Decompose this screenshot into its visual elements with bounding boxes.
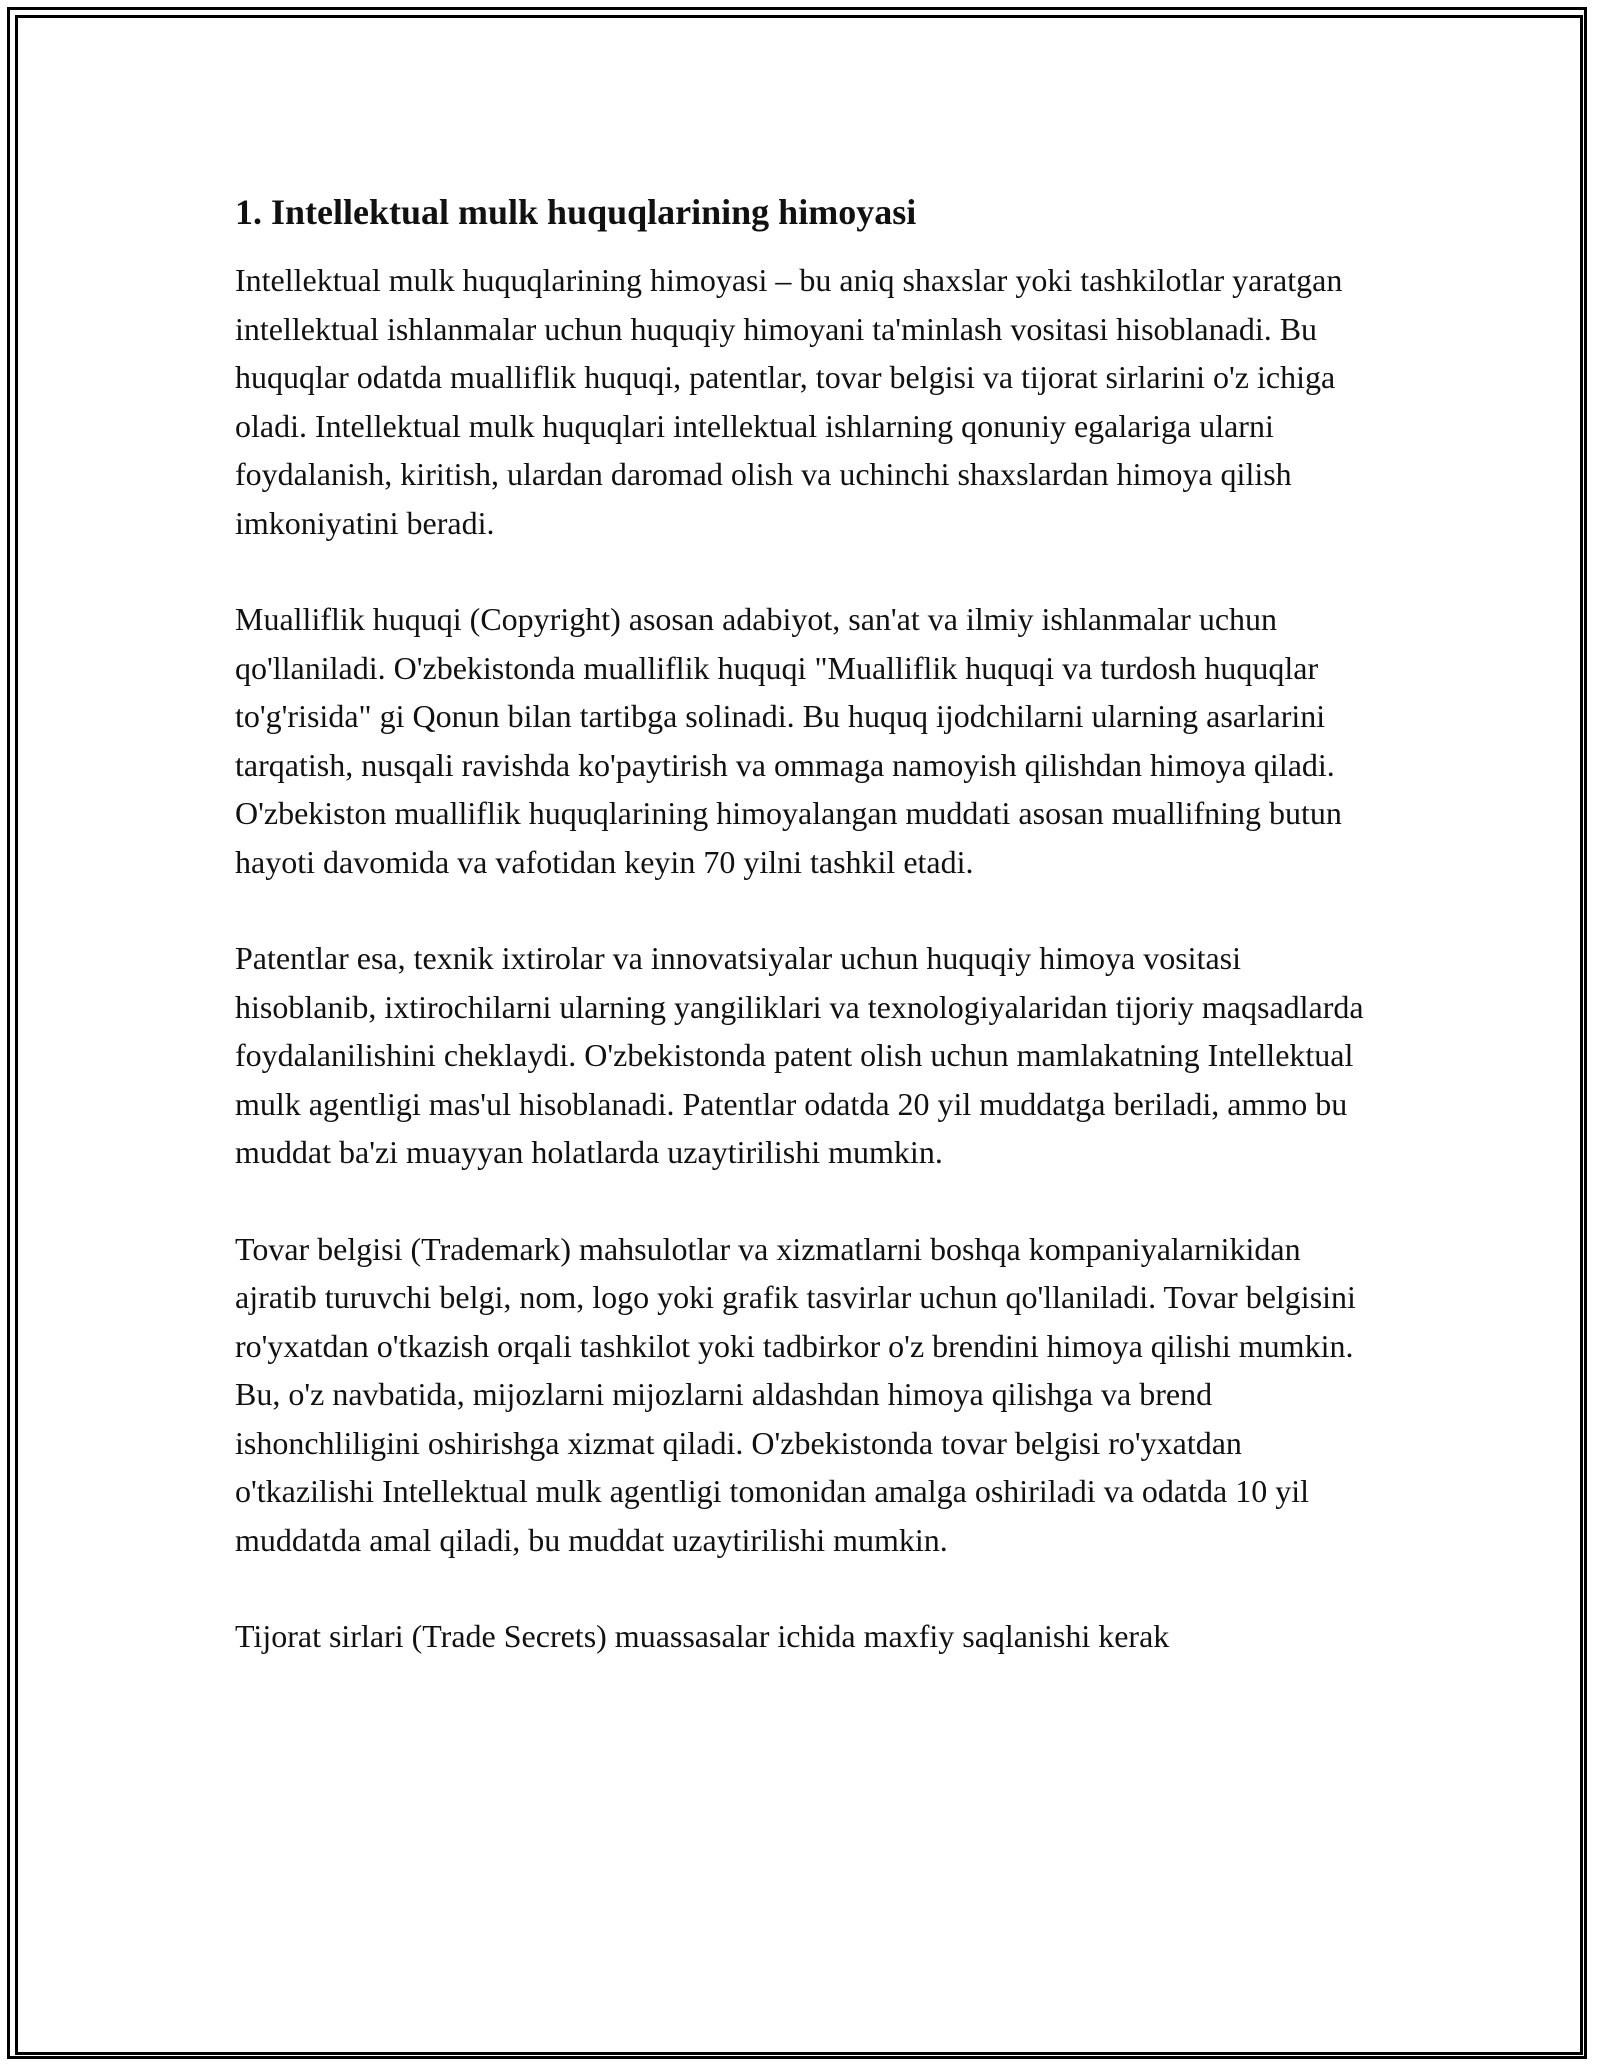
section-heading: 1. Intellektual mulk huquqlarining himoyasi xyxy=(235,192,917,232)
paragraph-trade-secrets: Tijorat sirlari (Trade Secrets) muassasalar ichida maxfiy saqlanishi kerak xyxy=(235,1618,1170,1654)
paragraph-intro: Intellektual mulk huquqlarining himoyasi – bu aniq shaxslar yoki tashkilotlar yaratgan intellektual ishlanmalar uchun huquqiy himoyani ta'minlash vositasi hisoblanadi. Bu huquqlar odatda mualliflik huquqi, patentlar, tovar belgisi va tijorat sirlarini o'z ichiga oladi. Intellektual mulk huquqlari intellektual ishlarning qonuniy egalariga ularni foydalanish, kiritish, ulardan daromad olish va uchinchi shaxslardan himoya qilish imkoniyatini beradi. xyxy=(235,262,1343,541)
document-body xyxy=(235,188,1375,1709)
paragraph-patents: Patentlar esa, texnik ixtirolar va innovatsiyalar uchun huquqiy himoya vositasi hisoblanib, ixtirochilarni ularning yangiliklari va texnologiyalaridan tijoriy maqsadlarda foydalanilishini cheklaydi. O'zbekistonda patent olish uchun mamlakatning Intellektual mulk agentligi mas'ul hisoblanadi. Patentlar odatda 20 yil muddatga beriladi, ammo bu muddat ba'zi muayyan holatlarda uzaytirilishi mumkin. xyxy=(235,940,1364,1170)
paragraph-copyright: Mualliflik huquqi (Copyright) asosan adabiyot, san'at va ilmiy ishlanmalar uchun qo'llaniladi. O'zbekistonda mualliflik huquqi "Mualliflik huquqi va turdosh huquqlar to'g'risida" gi Qonun bilan tartibga solinadi. Bu huquq ijodchilarni ularning asarlarini tarqatish, nusqali ravishda ko'paytirish va ommaga namoyish qilishdan himoya qiladi. O'zbekiston mualliflik huquqlarining himoyalangan muddati asosan muallifning butun hayoti davomida va vafotidan keyin 70 yilni tashkil etadi. xyxy=(235,601,1342,880)
paragraph-trademark: Tovar belgisi (Trademark) mahsulotlar va xizmatlarni boshqa kompaniyalarnikidan ajratib turuvchi belgi, nom, logo yoki grafik tasvirlar uchun qo'llaniladi. Tovar belgisini ro'yxatdan o'tkazish orqali tashkilot yoki tadbirkor o'z brendini himoya qilishi mumkin. Bu, o'z navbatida, mijozlarni mijozlarni aldashdan himoya qilishga va brend ishonchliligini oshirishga xizmat qiladi. O'zbekistonda tovar belgisi ro'yxatdan o'tkazilishi Intellektual mulk agentligi tomonidan amalga oshiriladi va odatda 10 yil muddatda amal qiladi, bu muddat uzaytirilishi mumkin. xyxy=(235,1230,1356,1558)
